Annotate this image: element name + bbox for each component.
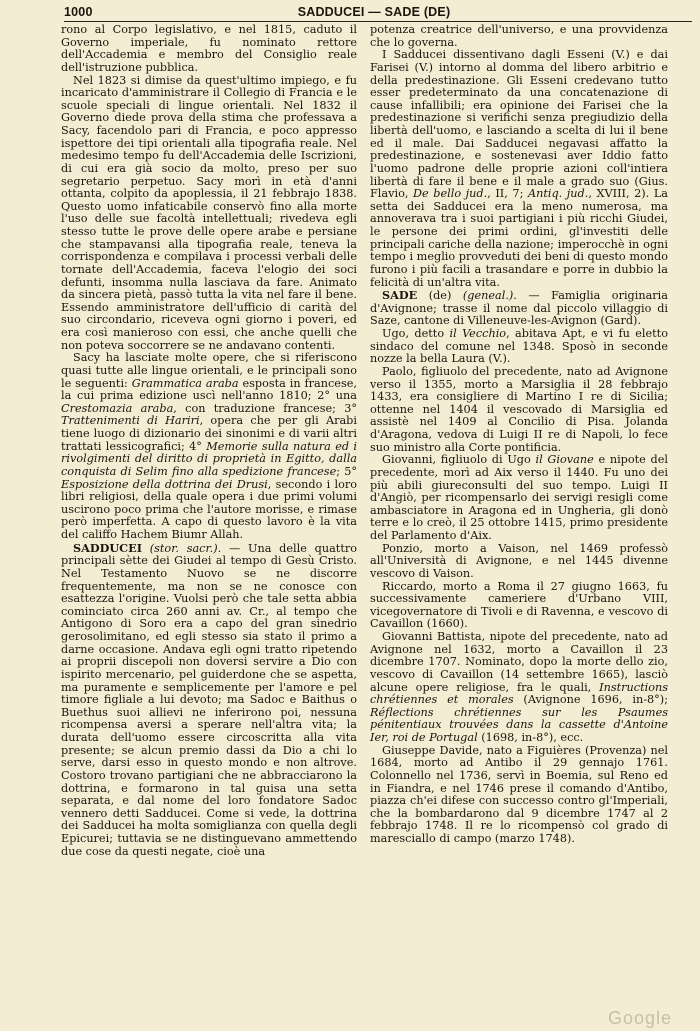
work-title: Instructions chrétiennes et morales bbox=[370, 680, 668, 707]
text-run: , secondo i loro libri religiosi, della quale opera i due primi volumi uscirono poco prima che l'autore morisse, e rimase però imperfetta. A capo di questo lavoro è la vita del califfo Hachem Biumr Allah. bbox=[61, 477, 357, 541]
work-title: Réflections chrétiennes sur les Psaumes pénitentiaux trouvées dans la cassette d'Antoine Ier, roi de Portugal bbox=[370, 705, 668, 744]
paragraph bbox=[370, 631, 668, 745]
epithet: il Vecchio bbox=[449, 327, 507, 340]
entry-text: — Famiglia originaria d'Avignone; trasse il nome dal piccolo villaggio di Saze, cantone di Villeneuve-les-Avignon (Gard). bbox=[370, 289, 668, 328]
entry-category: (stor. sacr.). bbox=[149, 541, 222, 555]
text-run: (1698, in-8°), ecc. bbox=[477, 731, 584, 744]
epithet: il Giovane bbox=[535, 453, 594, 467]
paragraph bbox=[370, 454, 668, 542]
entry-headword: SADDUCEI bbox=[73, 540, 142, 555]
text-run: Giovanni, figliuolo di Ugo bbox=[382, 453, 536, 467]
work-title: Memorie sulla natura ed i rivolgimenti del diritto di proprietà in Egitto, dalla conquista di Selim fino alla spedizione francese bbox=[61, 439, 357, 478]
entry-sade bbox=[370, 289, 668, 328]
text-run: , con traduzione francese; 3° bbox=[173, 401, 357, 415]
text-run: , abitava Apt, e vi fu eletto sindaco del comune nel 1348. Sposò in seconde nozze la bella Laura (V.). bbox=[370, 327, 668, 366]
header-rule bbox=[64, 21, 692, 22]
right-column bbox=[370, 24, 668, 846]
entry-text: — Una delle quattro principali sètte dei Giudei al tempo di Gesù Cristo. Nel Testamento Nuovo se ne discorre frequentemente, ma non se ne conosce con esattezza l'origine. Vuolsi però che tale setta abbia cominciato circa 260 anni av. Cr., al tempo che Antigono di Soro era a capo del gran sinedrio gerosolimitano, ed egli stesso sia stato il primo a darne occasione. Andava egli ogni tratto ripetendo ai proprii discepoli non doversi servire a Dio con ispirito mercenario, pel guiderdone che se aspetta, ma puramente e semplicemente per l'amore e pel timore figliale a lui devoto; ma Sadoc e Baithus o Buethus suoi allievi ne inferirono poi, nessuna ricompensa aversi a sperare nell'altra vita; la durata dell'uomo essere circoscritta alla vita presente; se alcun premio dassi da Dio a chi lo serve, darsi esso in questo mondo e non altrove. Costoro trovano partigiani che ne abbracciarono la dottrina, e formarono in tal guisa una setta separata, e dal nome del loro fondatore Sadoc vennero detti Sadducei. Come si vede, la dottrina dei Sadducei ha molta somiglianza con quella degli Epicurei; tuttavia se ne distinguevano ammettendo due cose da questi negate, cioè una bbox=[61, 541, 358, 858]
work-title: Esposizione della dottrina dei Drusi bbox=[61, 477, 268, 491]
paragraph: Riccardo, morto a Roma il 27 giugno 1663, fu successivamente cameriere d'Urbano VIII, vicegovernatore di Tivoli e di Ravenna, e vescovo di Cavaillon (1660). bbox=[370, 579, 668, 631]
text-run: , II, 7; bbox=[487, 187, 528, 201]
text-run: , XVIII, 2). La setta dei Sadducei era la meno numerosa, ma annoverava tra i suoi partigiani i più ricchi Giudei, le persone dei primi ordini, gl'investiti delle principali cariche della nazione; imperocchè in ogni tempo i meglio provveduti dei beni di questo mondo furono i più facili a trasandare e porre in dubbio la felicità di un'altra vita. bbox=[370, 187, 669, 289]
text-run: (de) bbox=[417, 289, 463, 303]
text-run: I Sadducei dissentivano dagli Esseni (V.) e dai Farisei (V.) intorno al domma del libero arbitrio e della predestinazione. Gli Esseni credevano tutto esser predeterminato da una concatenazione di cause infallibili; era opinione dei Farisei che la predestinazione si verifichi senza pregiudizio della libertà dell'uomo, e lasciando a scelta di lui il bene ed il male. Dai Sadducei negavasi affatto la predestinazione, e sostenevasi aver Iddio fatto l'uomo padrone delle proprie azioni coll'intiera libertà di fare il bene e il male a grado suo (Gius. Flavio, bbox=[370, 48, 668, 201]
paragraph: Giuseppe Davide, nato a Figuières (Provenza) nel 1684, morto ad Antibo il 29 gennajo 1761. Colonnello nel 1736, servì in Boemia, sul Reno ed in Fiandra, e nel 1746 prese il comando d'Antibo, piazza ch'ei difese con successo contro gl'Imperiali, che la bombardarono dal 9 dicembre 1747 al 2 febbrajo 1748. Il re lo ricompensò col grado di maresciallo di campo (marzo 1748). bbox=[370, 743, 668, 845]
work-title: Grammatica araba bbox=[131, 376, 239, 390]
entry-sadducei bbox=[61, 542, 357, 859]
paragraph bbox=[370, 328, 668, 366]
text-run: Giovanni Battista, nipote del precedente, nato ad Avignone nel 1632, morto a Cavaillon il 23 dicembre 1707. Nominato, dopo la morte dello zio, vescovo di Cavaillon (14 settembre 1665), lasciò alcune opere religiose, fra le quali, bbox=[370, 630, 668, 694]
running-header bbox=[64, 3, 684, 23]
paragraph: potenza creatrice dell'universo, e una provvidenza che lo governa. bbox=[370, 23, 668, 49]
text-run: Sacy ha lasciate molte opere, che si riferiscono quasi tutte alle lingue orientali, e le principali sono le seguenti: bbox=[61, 351, 357, 390]
text-run: (Avignone 1696, in-8°); bbox=[513, 693, 668, 707]
paragraph: Ponzio, morto a Vaison, nel 1469 professò all'Università di Avignone, e nel 1445 divenne vescovo di Vaison. bbox=[370, 541, 668, 580]
paragraph bbox=[61, 352, 357, 541]
paragraph: Nel 1823 si dimise da quest'ultimo impiego, e fu incaricato d'amministrare il Collegio di Francia e le scuole speciali di lingue orientali. Nel 1832 il Governo diede prova della stima che professava a Sacy, facendolo pari di Francia, e poco appresso ispettore dei tipi orientali alla tipografia reale. Nel medesimo tempo fu dell'Accademia delle Iscrizioni, di cui era già socio da molto, preso per suo segretario perpetuo. Sacy morì in età d'anni ottanta, colpito da apoplessia, il 21 febbrajo 1838. Questo uomo infaticabile conservò fino alla morte l'uso delle sue facoltà intellettuali; rivedeva egli stesso tutte le prove delle opere arabe e persiane che stampavansi alla tipografia reale, teneva la corrispondenza e compilava i processi verbali delle tornate dell'Accademia, faceva l'elogio dei soci defunti, insomma nulla lasciava da fare. Animato da sincera pietà, passò tutta la vita nel fare il bene. Essendo amministratore dell'ufficio di carità del suo circondario, riceveva ogni giorno i poveri, ed era così manieroso con essi, che anche quelli che non poteva soccorrere se ne andavano contenti. bbox=[61, 73, 357, 352]
text-run: esposta in francese, la cui prima edizione uscì nell'anno 1810; 2° una bbox=[61, 376, 357, 403]
paragraph bbox=[370, 49, 668, 289]
text-run: ; 5° bbox=[336, 464, 358, 478]
text-run: Ugo, detto bbox=[382, 327, 450, 340]
work-title: De bello jud. bbox=[413, 187, 488, 201]
left-column bbox=[61, 24, 357, 858]
paragraph: Paolo, figliuolo del precedente, nato ad Avignone verso il 1355, morto a Marsiglia il 28 febbrajo 1433, era consigliere di Martino I re di Sicilia; ottenne nel 1404 il vescovado di Marsiglia ed assistè nel 1409 al Concilio di Pisa. Jolanda d'Aragona, vedova di Luigi II re di Napoli, lo fece suo ministro alla Corte pontificia. bbox=[370, 364, 668, 454]
work-title: Trattenimenti di Hariri bbox=[61, 414, 200, 428]
text-run: , opera che per gli Arabi tiene luogo di dizionario dei sinonimi e di varii altri trattati lessicografici; 4° bbox=[61, 414, 357, 453]
work-title: Antiq. jud. bbox=[527, 187, 589, 201]
entry-headword: SADE bbox=[382, 288, 418, 303]
digitizer-watermark: Google bbox=[607, 1008, 672, 1028]
running-title: SADDUCEI — SADE (DE) bbox=[297, 5, 451, 19]
page-number: 1000 bbox=[64, 5, 93, 19]
entry-category: (geneal.). bbox=[462, 289, 517, 303]
work-title: Crestomazia araba bbox=[61, 401, 174, 415]
text-run: e nipote del precedente, morì ad Aix verso il 1440. Fu uno dei più abili giureconsulti del suo tempo. Luigi II d'Angiò, per ricompensarlo dei servigi resigli come ambasciatore in Aragona ed in Ungheria, gli donò terre e lo creò, il 25 ottobre 1415, primo presidente del Parlamento d'Aix. bbox=[370, 453, 669, 542]
paragraph: rono al Corpo legislativo, e nel 1815, caduto il Governo imperiale, fu nominato rettore dell'Accademia e membro del Consiglio reale dell'istruzione pubblica. bbox=[61, 23, 357, 74]
